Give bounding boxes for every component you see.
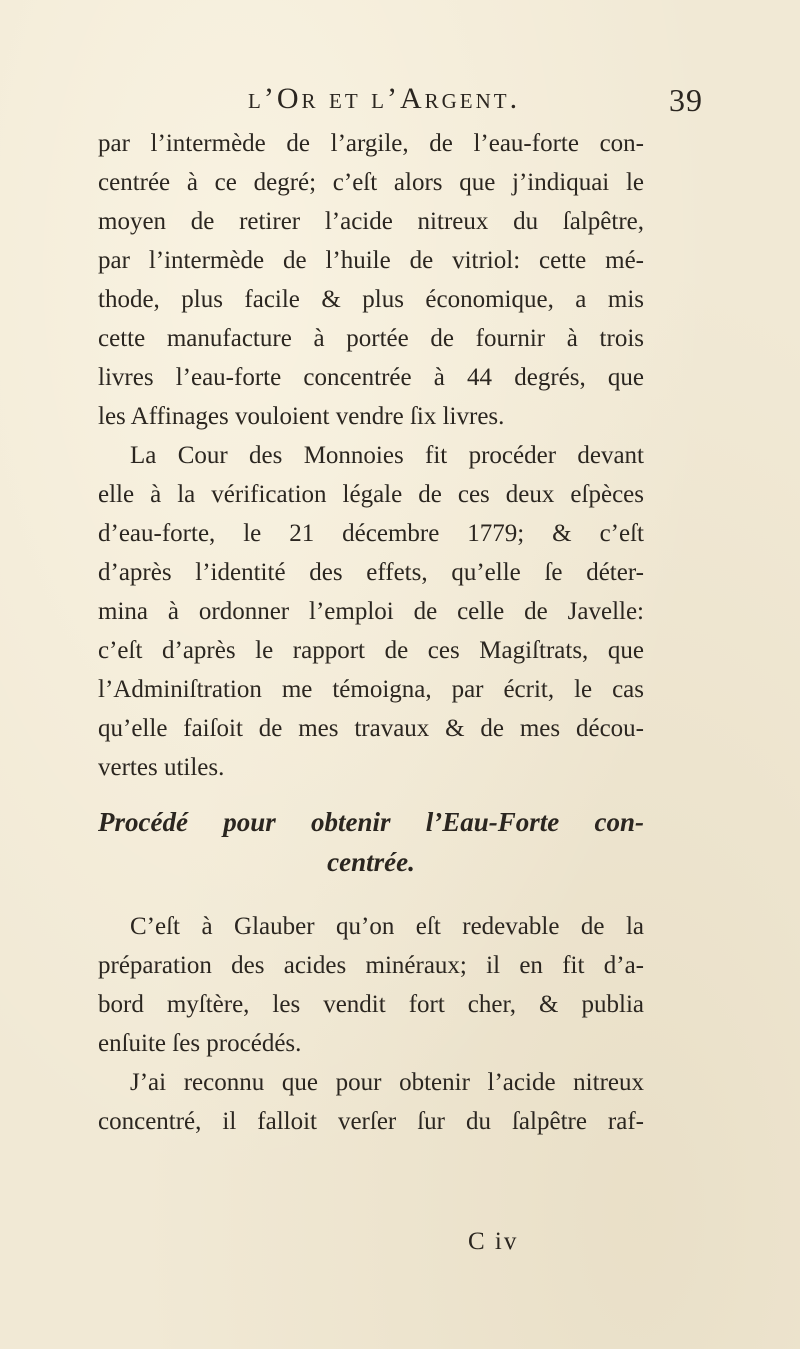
text-line: C’eſt à Glauber qu’on eſt redevable de la: [130, 913, 644, 940]
paragraph-2: [98, 436, 644, 787]
text-line: les Affinages vouloient vendre ſix livres.: [98, 403, 505, 430]
text-line: par l’intermède de l’argile, de l’eau-forte con-: [98, 130, 644, 157]
text-line: mina à ordonner l’emploi de celle de Javelle:: [98, 598, 644, 625]
heading-line-1: Procédé pour obtenir l’Eau-Forte con-: [98, 807, 644, 837]
text-line: c’eſt d’après le rapport de ces Magiſtrats, que: [98, 637, 644, 664]
text-line: d’eau-forte, le 21 décembre 1779; & c’eſt: [98, 520, 644, 547]
text-line: bord myſtère, les vendit fort cher, & publia: [98, 991, 644, 1018]
text-line: centrée à ce degré; c’eſt alors que j’indiquai le: [98, 169, 644, 196]
paragraph-3: [98, 907, 644, 1063]
signature-mark: C iv: [468, 1228, 519, 1255]
text-line: par l’intermède de l’huile de vitriol: cette mé-: [98, 247, 644, 274]
heading-line-2: centrée.: [327, 847, 415, 877]
text-line: thode, plus facile & plus économique, a mis: [98, 286, 644, 313]
text-line: livres l’eau-forte concentrée à 44 degrés, que: [98, 364, 644, 391]
text-line: qu’elle faiſoit de mes travaux & de mes décou-: [98, 715, 644, 742]
text-line: vertes utiles.: [98, 754, 225, 781]
paragraph-4: [98, 1063, 644, 1141]
text-line: cette manufacture à portée de fournir à trois: [98, 325, 644, 352]
text-line: préparation des acides minéraux; il en fit d’a-: [98, 952, 644, 979]
text-line: moyen de retirer l’acide nitreux du ſalpêtre,: [98, 208, 644, 235]
page-number: 39: [669, 82, 703, 118]
text-line: concentré, il falloit verſer ſur du ſalpêtre raf-: [98, 1108, 644, 1135]
text-line: J’ai reconnu que pour obtenir l’acide nitreux: [130, 1069, 644, 1096]
text-line: La Cour des Monnoies fit procéder devant: [130, 442, 644, 469]
text-line: l’Adminiſtration me témoigna, par écrit, le cas: [98, 676, 644, 703]
text-line: elle à la vérification légale de ces deux eſpèces: [98, 481, 644, 508]
running-title: l’Or et l’Argent.: [248, 82, 521, 115]
body-text: [98, 124, 644, 1141]
spacer: [98, 882, 644, 907]
text-line: d’après l’identité des effets, qu’elle ſe déter-: [98, 559, 644, 586]
text-line: enſuite ſes procédés.: [98, 1030, 302, 1057]
paragraph-1: [98, 124, 644, 436]
running-head: [248, 82, 703, 122]
section-heading: [98, 802, 644, 882]
